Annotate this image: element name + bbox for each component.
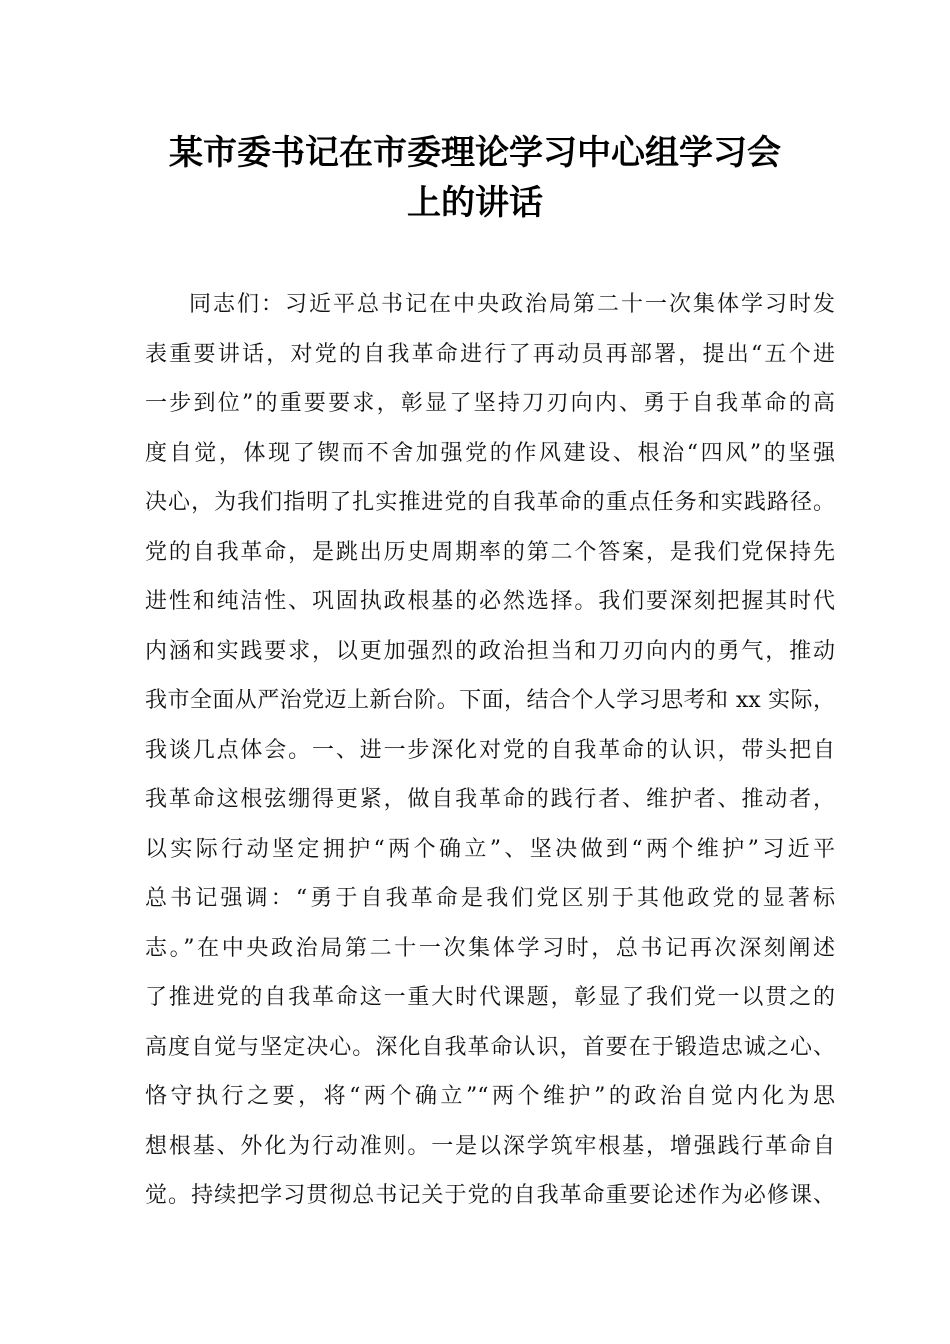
body-line-8: 内涵和实践要求，以更加强烈的政治担当和刀刃向内的勇气，推动: [145, 638, 835, 664]
title-line-1: 某市委书记在市委理论学习中心组学习会: [169, 133, 781, 173]
body-line-17: 恪守执行之要，将“两个确立”“两个维护”的政治自觉内化为思: [145, 1084, 835, 1109]
body-line-19: 觉。持续把学习贯彻总书记关于党的自我革命重要论述作为必修课、: [145, 1183, 835, 1208]
body-line-1: 同志们：习近平总书记在中央政治局第二十一次集体学习时发: [189, 292, 835, 317]
body-line-13: 总书记强调：“勇于自我革命是我们党区别于其他政党的显著标: [145, 886, 835, 911]
body-line-12: 以实际行动坚定拥护“两个确立”、坚决做到“两个维护”习近平: [145, 836, 835, 862]
body-line-10: 我谈几点体会。一、进一步深化对党的自我革命的认识，带头把自: [145, 737, 835, 763]
body-line-18: 想根基、外化为行动准则。一是以深学筑牢根基，增强践行革命自: [145, 1133, 835, 1159]
document-title: [0, 128, 950, 228]
document-body: [145, 280, 835, 1221]
body-line-11: 我革命这根弦绷得更紧，做自我革命的践行者、维护者、推动者，: [145, 787, 835, 812]
body-line-7: 进性和纯洁性、巩固执政根基的必然选择。我们要深刻把握其时代: [145, 589, 835, 614]
body-line-2: 表重要讲话，对党的自我革命进行了再动员再部署，提出“五个进: [145, 341, 835, 367]
body-line-4: 度自觉，体现了锲而不舍加强党的作风建设、根治“四风”的坚强: [145, 440, 835, 466]
body-line-6: 党的自我革命，是跳出历史周期率的第二个答案，是我们党保持先: [145, 539, 835, 565]
title-line-2: 上的讲话: [407, 183, 543, 223]
body-line-5: 决心，为我们指明了扎实推进党的自我革命的重点任务和实践路径。: [145, 490, 835, 515]
body-line-9: 我市全面从严治党迈上新台阶。下面，结合个人学习思考和 xx 实际，: [145, 688, 835, 713]
body-line-3: 一步到位”的重要要求，彰显了坚持刀刃向内、勇于自我革命的高: [145, 391, 835, 416]
body-line-15: 了推进党的自我革命这一重大时代课题，彰显了我们党一以贯之的: [145, 985, 835, 1010]
body-line-14: 志。”在中央政治局第二十一次集体学习时，总书记再次深刻阐述: [145, 935, 835, 961]
body-line-16: 高度自觉与坚定决心。深化自我革命认识，首要在于锻造忠诚之心、: [145, 1034, 835, 1060]
